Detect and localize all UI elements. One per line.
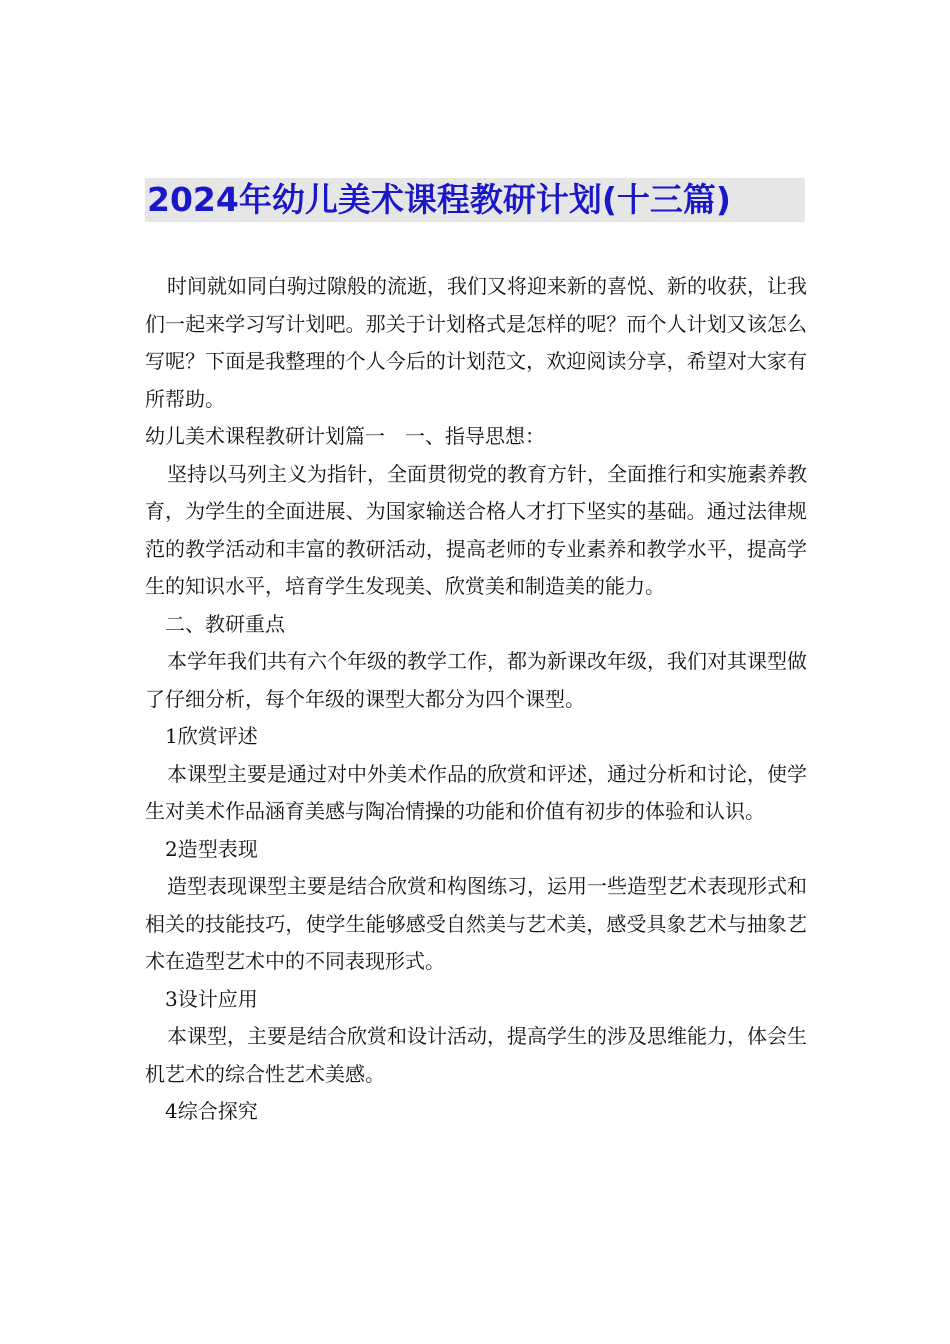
document-title: 2024年幼儿美术课程教研计划(十三篇) <box>147 180 732 219</box>
paragraph-section-heading: 幼儿美术课程教研计划篇一 一、指导思想： <box>145 424 545 448</box>
paragraph-appreciation: 本课型主要是通过对中外美术作品的欣赏和评述，通过分析和讨论，使学生对美术作品涵育美感与陶冶情操的功能和价值有初步的体验和认识。 <box>145 761 807 823</box>
paragraph-modeling: 造型表现课型主要是结合欣赏和构图练习，运用一些造型艺术表现形式和相关的技能技巧，使学生能够感受自然美与艺术美，感受具象艺术与抽象艺术在造型艺术中的不同表现形式。 <box>145 874 807 973</box>
heading-modeling: 2造型表现 <box>165 836 258 861</box>
paragraph-intro: 时间就如同白驹过隙般的流逝，我们又将迎来新的喜悦、新的收获，让我们一起来学习写计划吧。那关于计划格式是怎样的呢？而个人计划又该怎么写呢？下面是我整理的个人今后的计划范文，欢迎阅读分享，希望对大家有所帮助。 <box>145 274 807 411</box>
paragraph-research-focus: 本学年我们共有六个年级的教学工作，都为新课改年级，我们对其课型做了仔细分析，每个年级的课型大都分为四个课型。 <box>145 649 807 711</box>
heading-research-focus: 二、教研重点 <box>165 611 285 636</box>
paragraph-guiding-thought: 坚持以马列主义为指针，全面贯彻党的教育方针，全面推行和实施素养教育，为学生的全面进展、为国家输送合格人才打下坚实的基础。通过法律规范的教学活动和丰富的教研活动，提高老师的专业素养和教学水平，提高学生的知识水平，培育学生发现美、欣赏美和制造美的能力。 <box>145 461 807 598</box>
paragraph-design: 本课型，主要是结合欣赏和设计活动，提高学生的涉及思维能力，体会生机艺术的综合性艺术美感。 <box>145 1024 807 1086</box>
heading-comprehensive: 4综合探究 <box>165 1099 258 1123</box>
document-body <box>145 268 807 1131</box>
heading-design: 3设计应用 <box>165 986 258 1011</box>
heading-appreciation: 1欣赏评述 <box>165 724 258 748</box>
